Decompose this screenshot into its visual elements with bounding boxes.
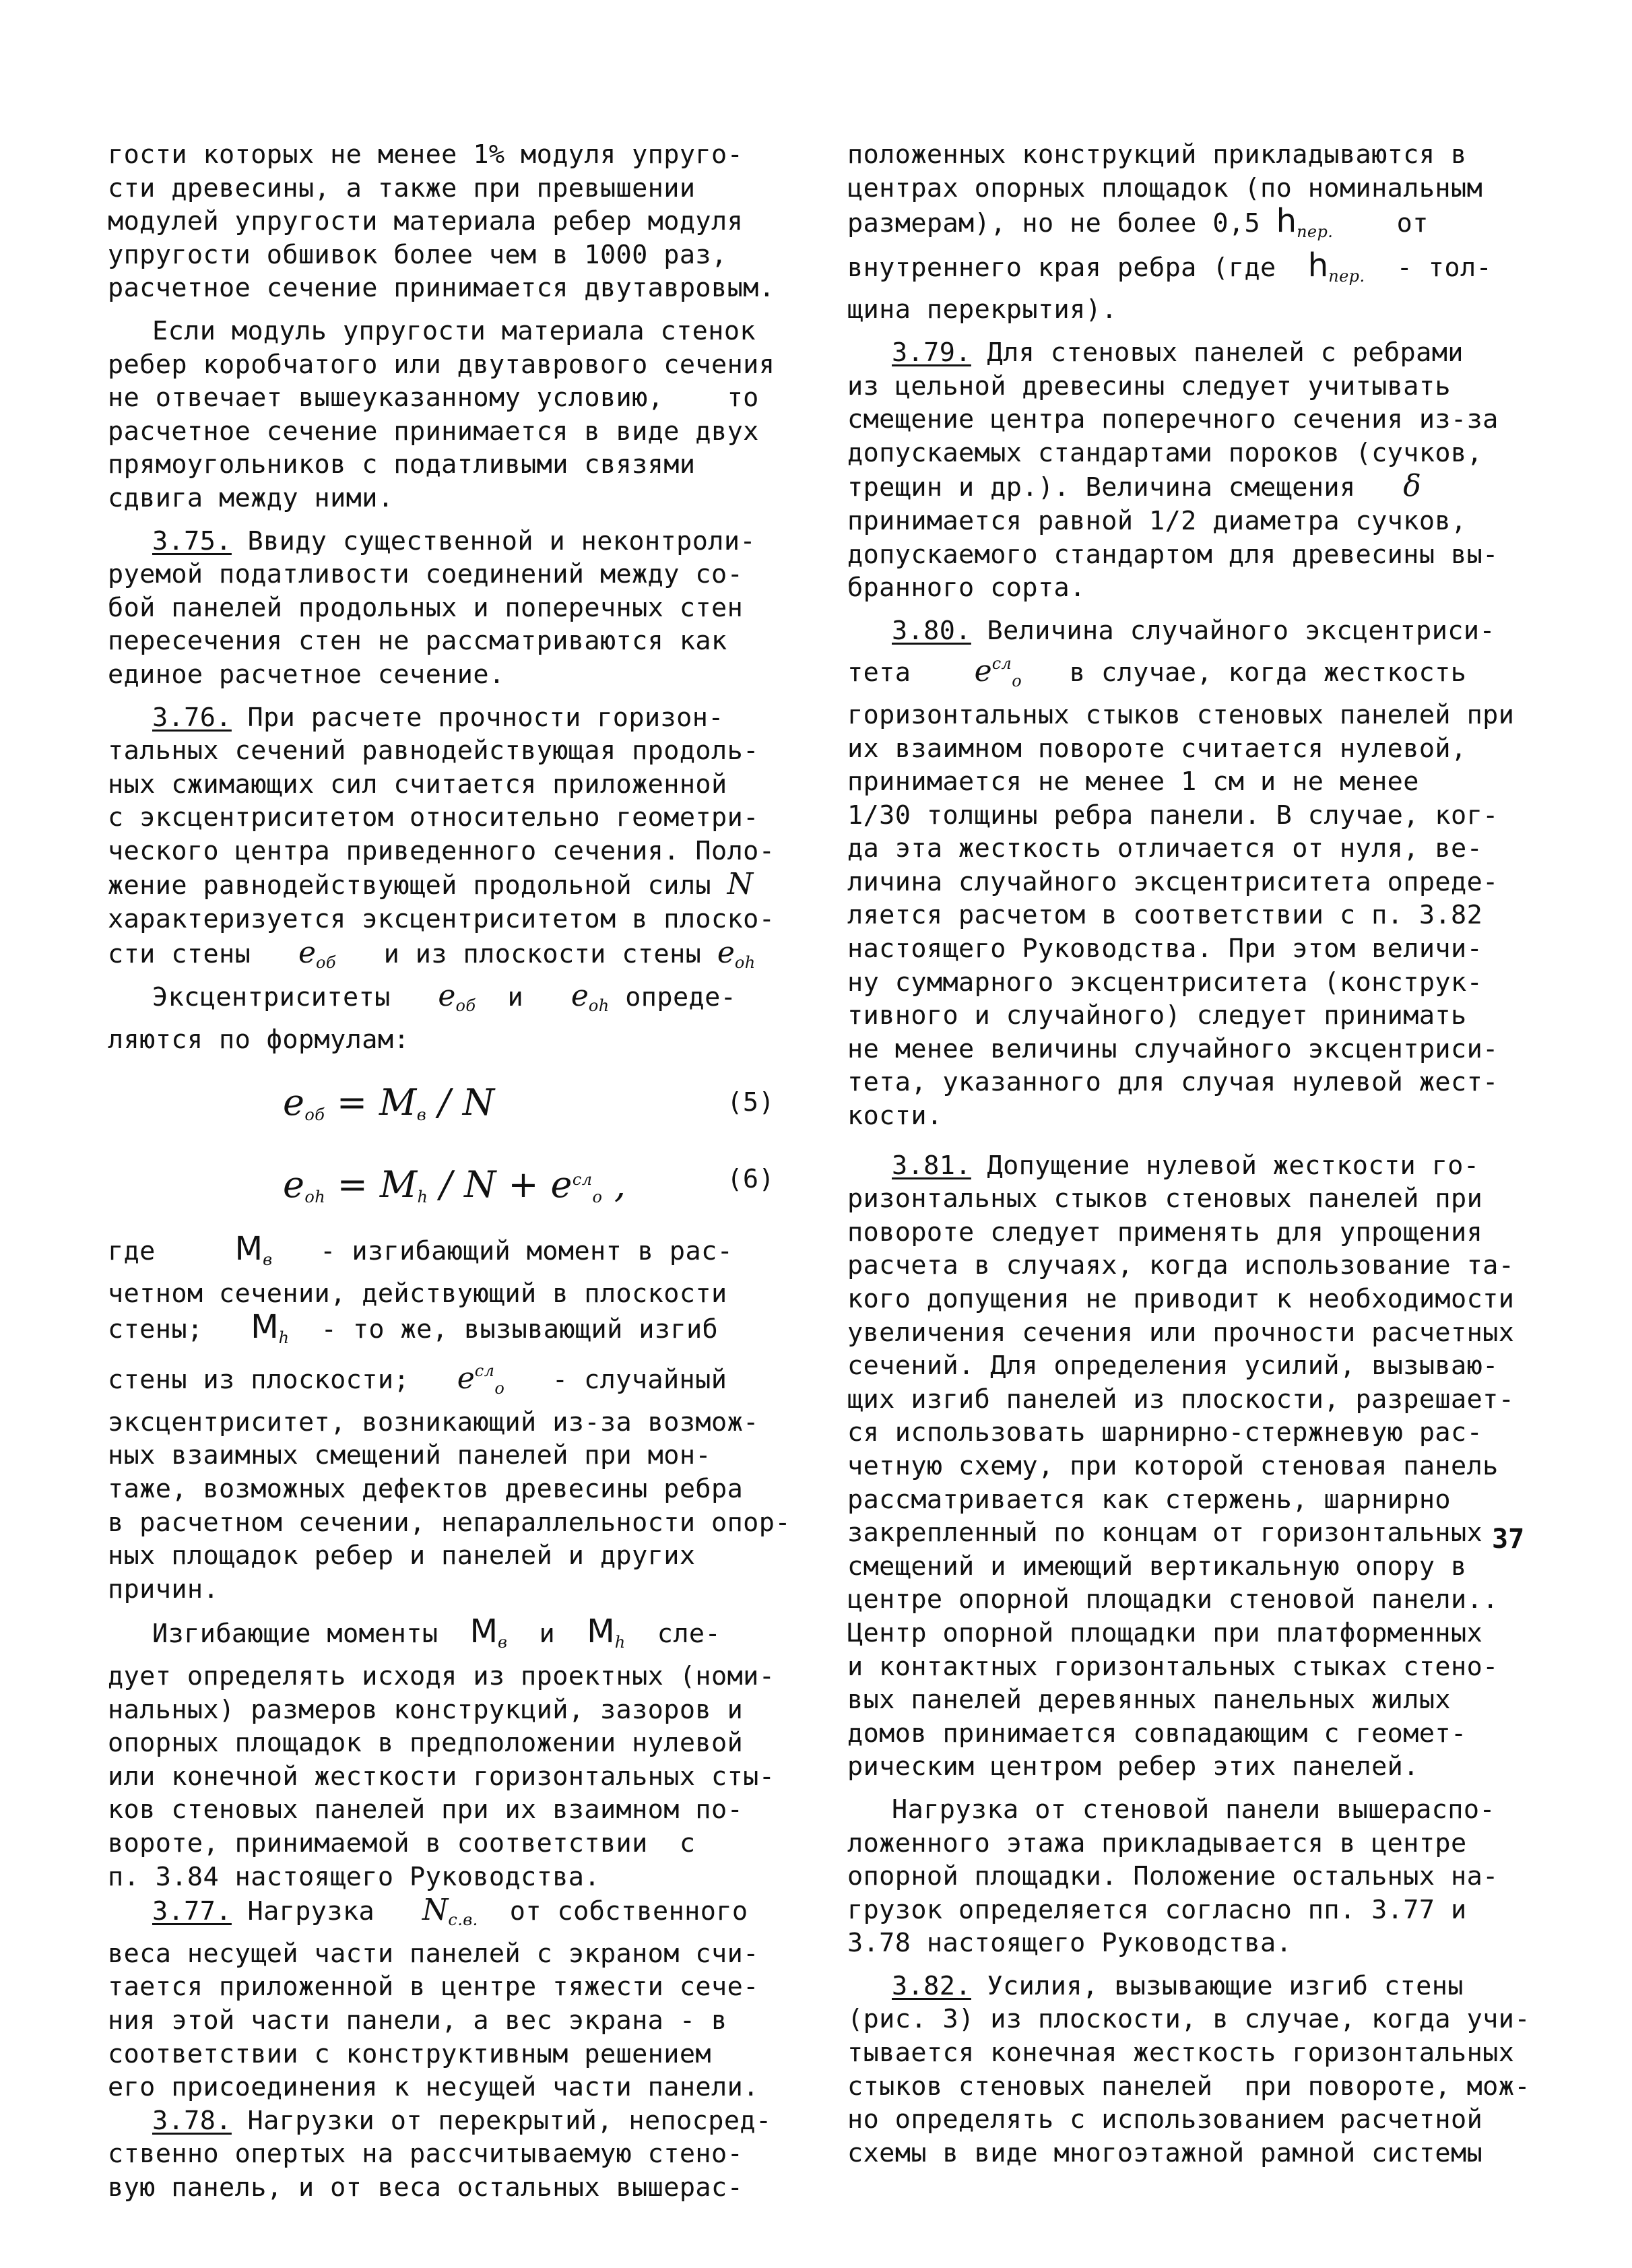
section-3-81-line: 3.81. Допущение нулевой жесткости го-: [892, 1150, 1480, 1181]
text-line: вороте, принимаемой в соответствии с: [108, 1827, 696, 1858]
text-line: руемой податливости соединений между со-: [108, 559, 744, 590]
text-line: увеличения сечения или прочности расчетных: [847, 1317, 1515, 1348]
section-3-76-line: 3.76. При расчете прочности горизон-: [152, 702, 724, 733]
text-line: настоящего Руководства. При этом величи-: [847, 934, 1483, 965]
text-line: допускаемых стандартами пороков (сучков,: [847, 437, 1483, 468]
text-line: не менее величины случайного эксцентриси-: [847, 1033, 1499, 1064]
text-line: его присоединения к несущей части панели.: [108, 2072, 759, 2103]
text-line: грузок определяется согласно пп. 3.77 и: [847, 1894, 1467, 1925]
text-line: четную схему, при которой стеновая панель: [847, 1450, 1499, 1481]
text-line: смещений и имеющий вертикальную опору в: [847, 1551, 1467, 1582]
text-line: где $M_в$ - изгибающий момент в рас-: [108, 1230, 733, 1270]
formula-5: [108, 1072, 788, 1140]
text-line: их взаимном повороте считается нулевой,: [847, 733, 1467, 764]
text-line: бранного сорта.: [847, 573, 1086, 604]
text-line: характеризуется эксцентриситетом в плоско-: [108, 904, 775, 935]
section-number: 3.81.: [892, 1150, 971, 1181]
text-line: Нагрузка от стеновой панели вышераспо-: [892, 1794, 1496, 1825]
text-line: с эксцентриситетом относительно геометри-: [108, 802, 759, 833]
text-line: смещение центра поперечного сечения из-за: [847, 404, 1499, 435]
page-number: 37: [1492, 1524, 1525, 1555]
text-line: пересечения стен не рассматриваются как: [108, 626, 727, 657]
section-number: 3.78.: [152, 2105, 232, 2136]
text-line: из цельной древесины следует учитывать: [847, 370, 1451, 401]
text-line: ственно опертых на рассчитываемую стено-: [108, 2139, 744, 2170]
section-number: 3.76.: [152, 702, 232, 733]
text-line: щих изгиб панелей из плоскости, разрешает-: [847, 1384, 1515, 1415]
text-line: жение равнодействующей продольной силы N: [108, 867, 754, 902]
text-line: рассматривается как стержень, шарнирно: [847, 1484, 1451, 1515]
text-line: Эксцентриситеты $e_{об}$ и $e_{oh}$ опреде-: [152, 979, 737, 1016]
text-line: Если модуль упругости материала стенок: [152, 315, 756, 346]
text-line: прямоугольников с податливыми связями: [108, 449, 696, 480]
text-line: в расчетном сечении, непараллельности опор-: [108, 1507, 791, 1538]
text-line: тета $e^{сл}_o$ в случае, когда жесткость: [847, 654, 1467, 691]
text-line: положенных конструкций прикладываются в: [847, 139, 1467, 170]
section-number: 3.82.: [892, 1970, 971, 2001]
text-line: вую панель, и от веса остальных вышерас-: [108, 2172, 744, 2203]
text-line: гости которых не менее 1% модуля упруго-: [108, 139, 744, 170]
formula-6: [108, 1149, 788, 1217]
text-line: кого допущения не приводит к необходимости: [847, 1284, 1515, 1314]
math-symbol: δ: [1403, 469, 1421, 504]
formula-number: (5): [727, 1087, 775, 1118]
text-line: бой панелей продольных и поперечных стен: [108, 592, 744, 623]
text-line: причин.: [108, 1574, 220, 1605]
text-line: ну суммарного эксцентриситета (конструк-: [847, 967, 1483, 998]
text-line: (рис. 3) из плоскости, в случае, когда учи-: [847, 2004, 1530, 2035]
text-line: расчетное сечение принимается в виде двух: [108, 416, 759, 447]
right-column: [847, 138, 1530, 2170]
text-line: да эта жесткость отличается от нуля, ве-: [847, 833, 1483, 864]
section-3-78-line: 3.78. Нагрузки от перекрытий, непосред-: [152, 2105, 772, 2136]
text-line: личина случайного эксцентриситета опреде-: [847, 866, 1499, 897]
text-line: не отвечает вышеуказанному условию, то: [108, 383, 759, 414]
text-line: сдвига между ними.: [108, 482, 394, 513]
section-3-77-line: 3.77. Нагрузка $N_{с.в.}$ от собственного: [152, 1893, 748, 1930]
text-line: ребер коробчатого или двутаврового сечения: [108, 349, 775, 380]
text-line: но определять с использованием расчетной: [847, 2104, 1483, 2135]
text-line: ляются по формулам:: [108, 1024, 410, 1055]
section-3-80-line: 3.80. Величина случайного эксцентриси-: [892, 615, 1496, 646]
text-line: ческого центра приведенного сечения. Поло-: [108, 835, 775, 866]
text-line: домов принимается совпадающим с геомет-: [847, 1718, 1467, 1749]
text-line: горизонтальных стыков стеновых панелей при: [847, 699, 1515, 730]
section-number: 3.77.: [152, 1896, 232, 1927]
text-line: кости.: [847, 1101, 943, 1132]
text-line: расчета в случаях, когда использование та-: [847, 1250, 1515, 1281]
text-line: ных сжимающих сил считается приложенной: [108, 769, 727, 800]
math-symbol: e: [717, 935, 735, 970]
text-line: тальных сечений равнодействующая продоль-: [108, 736, 759, 767]
text-line: или конечной жесткости горизонтальных сты-: [108, 1761, 775, 1792]
text-line: допускаемого стандартом для древесины вы-: [847, 539, 1499, 570]
text-line: опорных площадок в предположении нулевой: [108, 1728, 744, 1759]
formula-number: (6): [727, 1164, 775, 1195]
text-line: повороте следует применять для упрощения: [847, 1217, 1483, 1248]
text-line: тета, указанного для случая нулевой жест-: [847, 1067, 1499, 1098]
text-line: веса несущей части панелей с экраном счи-: [108, 1938, 759, 1969]
text-line: эксцентриситет, возникающий из-за возмож-: [108, 1406, 759, 1437]
text-line: 1/30 толщины ребра панели. В случае, ког-: [847, 800, 1499, 831]
text-line: центре опорной площадки стеновой панели..: [847, 1584, 1499, 1615]
text-line: схемы в виде многоэтажной рамной системы: [847, 2137, 1483, 2168]
text-line: щина перекрытия).: [847, 294, 1117, 325]
text-line: стыков стеновых панелей при повороте, мож-: [847, 2071, 1530, 2102]
text-line: рическим центром ребер этих панелей.: [847, 1751, 1419, 1782]
text-line: принимается равной 1/2 диаметра сучков,: [847, 505, 1467, 536]
section-3-82-line: 3.82. Усилия, вызывающие изгиб стены: [892, 1970, 1464, 2001]
text-line: упругости обшивок более чем в 1000 раз,: [108, 239, 727, 270]
text-line: модулей упругости материала ребер модуля: [108, 206, 744, 237]
text-line: и контактных горизонтальных стыках стено-: [847, 1651, 1499, 1682]
formula-expression: $e_{oh} = M_h / N + e^{сл}_o$ ,: [283, 1163, 626, 1207]
section-number: 3.80.: [892, 615, 971, 646]
section-number: 3.75.: [152, 525, 232, 556]
text-line: ков стеновых панелей при их взаимном по-: [108, 1794, 744, 1825]
text-line: стены; $M_h$ - то же, вызывающий изгиб: [108, 1307, 719, 1347]
text-line: таже, возможных дефектов древесины ребра: [108, 1474, 744, 1504]
text-line: 3.78 настоящего Руководства.: [847, 1928, 1293, 1959]
text-line: опорной площадки. Положение остальных на-: [847, 1861, 1499, 1892]
left-column: [108, 138, 791, 2204]
text-line: п. 3.84 настоящего Руководства.: [108, 1861, 600, 1892]
math-symbol: e: [298, 935, 316, 970]
text-line: Центр опорной площадки при платформенных: [847, 1617, 1483, 1648]
text-line: ся использовать шарнирно-стержневую рас-: [847, 1417, 1483, 1448]
text-line: ложенного этажа прикладывается в центре: [847, 1827, 1467, 1858]
formula-expression: $e_{об} = M_в / N$: [283, 1081, 495, 1125]
text-line: внутреннего края ребра (где $h_{пер.} - тол-$: [847, 246, 1493, 286]
text-line: расчетное сечение принимается двутавровым.: [108, 273, 775, 304]
text-line: соответствии с конструктивным решением: [108, 2038, 712, 2069]
text-line: единое расчетное сечение.: [108, 659, 505, 690]
text-line: ных площадок ребер и панелей и других: [108, 1541, 696, 1572]
text-line: трещин и др.). Величина смещения δ: [847, 469, 1421, 504]
section-number: 3.79.: [892, 337, 971, 368]
text-line: сти древесины, а также при превышении: [108, 172, 696, 203]
text-line: тывается конечная жесткость горизонтальных: [847, 2038, 1515, 2069]
text-line: сти стены $e_{об}$ и из плоскости стены $e_{oh}$: [108, 935, 756, 972]
math-symbol: N: [727, 867, 754, 902]
text-line: центрах опорных площадок (по номинальным: [847, 172, 1483, 203]
text-line: ляется расчетом в соответствии с п. 3.82: [847, 900, 1483, 931]
text-line: стены из плоскости; $e^{сл}_o$ - случайный: [108, 1361, 727, 1398]
text-line: вых панелей деревянных панельных жилых: [847, 1685, 1451, 1716]
text-line: нальных) размеров конструкций, зазоров и: [108, 1694, 744, 1725]
section-3-75-line: 3.75. Ввиду существенной и неконтроли-: [152, 525, 756, 556]
text-line: сечений. Для определения усилий, вызываю-: [847, 1351, 1499, 1382]
text-line: ния этой части панели, а вес экрана - в: [108, 2005, 727, 2036]
section-3-79-line: 3.79. Для стеновых панелей с ребрами: [892, 337, 1464, 368]
text-line: размерам), но не более 0,5 $h_{пер.}$ от: [847, 202, 1429, 242]
text-line: четном сечении, действующий в плоскости: [108, 1278, 727, 1309]
text-line: ризонтальных стыков стеновых панелей при: [847, 1184, 1483, 1214]
text-line: Изгибающие моменты $M_в$ и $M_h$ сле-: [152, 1613, 721, 1652]
text-line: закрепленный по концам от горизонтальных: [847, 1518, 1483, 1549]
text-line: тается приложенной в центре тяжести сече-: [108, 1972, 759, 2003]
text-line: ных взаимных смещений панелей при мон-: [108, 1440, 712, 1471]
text-line: тивного и случайного) следует принимать: [847, 1000, 1467, 1031]
text-line: дует определять исходя из проектных (номи-: [108, 1660, 775, 1691]
text-line: принимается не менее 1 см и не менее: [847, 767, 1419, 798]
